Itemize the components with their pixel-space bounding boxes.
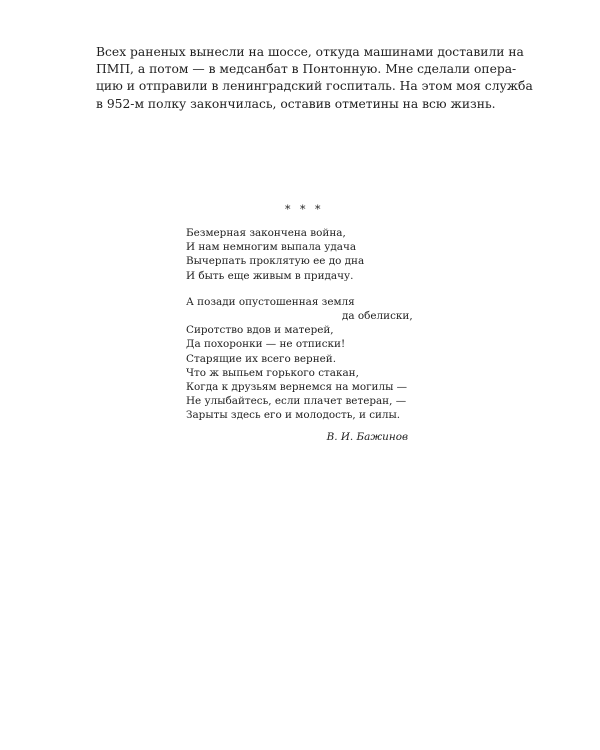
- prose-line: ПМП, а потом — в медсанбат в Понтонную. Мне сделали опера-: [96, 62, 517, 77]
- poem-line: Вычерпать проклятую ее до дна: [186, 255, 365, 268]
- prose-line: в 952-м полку закончилась, оставив отметины на всю жизнь.: [96, 96, 496, 111]
- prose-paragraph: [96, 44, 533, 113]
- poem-line: Безмерная закончена война,: [186, 227, 346, 239]
- poem-signature: В. И. Бажинов: [326, 431, 408, 443]
- poem-line-indented: да обелиски,: [342, 310, 413, 323]
- poem-stanza-2: [186, 295, 413, 423]
- poem-line: Не улыбайтесь, если плачет ветеран, —: [186, 395, 407, 408]
- prose-line: цию и отправили в ленинградский госпиталь. На этом моя служба: [96, 79, 533, 94]
- poem-separator: * * *: [285, 203, 324, 216]
- poem-line: Сиротство вдов и матерей,: [186, 324, 334, 337]
- poem-line: И быть еще живым в придачу.: [186, 269, 354, 282]
- poem-line: А позади опустошенная земля: [186, 295, 355, 308]
- poem-line: И нам немногим выпала удача: [186, 241, 357, 254]
- poem-line: Зарыты здесь его и молодость, и силы.: [186, 409, 401, 422]
- poem-line: Да похоронки — не отписки!: [186, 338, 346, 351]
- poem-line: Когда к друзьям вернемся на могилы —: [186, 381, 408, 394]
- prose-line: Всех раненых вынесли на шоссе, откуда машинами доставили на: [96, 45, 524, 59]
- poem-line: Старящие их всего верней.: [186, 352, 336, 365]
- poem: [186, 226, 413, 423]
- poem-line: Что ж выпьем горького стакан,: [186, 366, 359, 379]
- poem-stanza-1: [186, 226, 413, 283]
